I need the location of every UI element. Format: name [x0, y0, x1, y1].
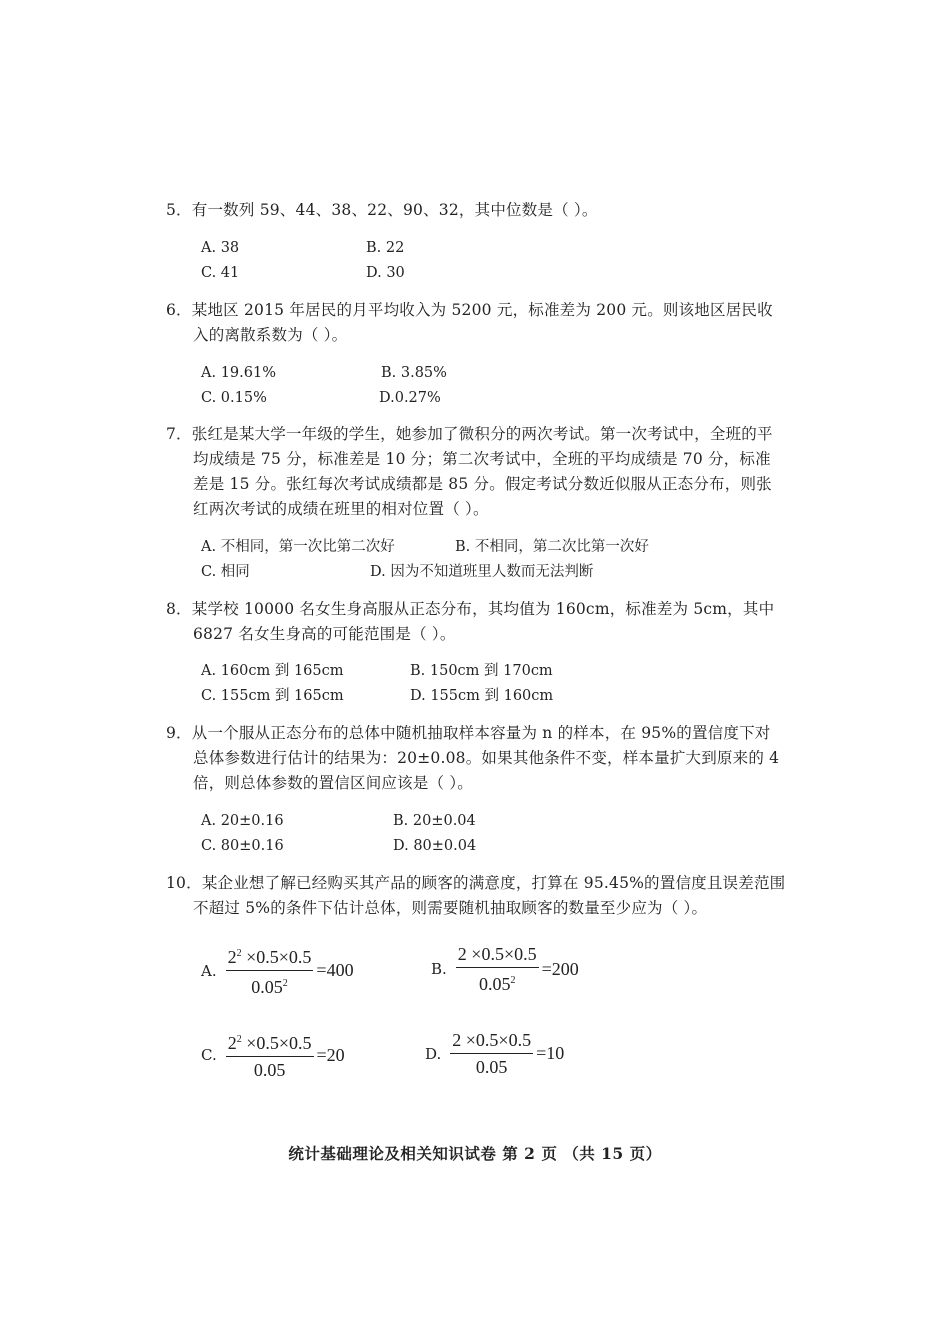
option-a: A. 38	[201, 240, 240, 256]
question-9	[166, 721, 786, 796]
option-c	[201, 1030, 345, 1080]
option-label: D.	[425, 1044, 442, 1063]
question-stem: 5．有一数列 59、44、38、22、90、32，其中位数是（ ）。	[166, 201, 598, 219]
numerator: $2^2 \times 0.5\times 0.5$	[226, 944, 314, 971]
option-c: C. 0.15%	[201, 390, 267, 406]
question-10	[166, 871, 786, 921]
option-d: D. 30	[366, 265, 405, 281]
option-a: A. 不相同，第一次比第二次好	[201, 539, 395, 555]
question-7	[166, 422, 786, 522]
option-c: C. 80±0.16	[201, 838, 284, 854]
option-label: B.	[431, 960, 447, 978]
question-stem: 10．某企业想了解已经购买其产品的顾客的满意度，打算在 95.45%的置信度且误差范围不超过 5%的条件下估计总体，则需要随机抽取顾客的数量至少应为（ ）。	[166, 874, 786, 917]
question-stem: 6．某地区 2015 年居民的月平均收入为 5200 元，标准差为 200 元。则该地区居民收入的离散系数为（ ）。	[166, 301, 773, 344]
question-stem: 8．某学校 10000 名女生身高服从正态分布，其均值为 160cm，标准差为 5cm，其中 6827 名女生身高的可能范围是（ ）。	[166, 600, 775, 643]
fraction	[456, 944, 539, 994]
numerator: 2 ×0.5×0.5	[456, 944, 539, 968]
question-8	[166, 597, 786, 647]
option-b: B. 不相同，第二次比第一次好	[455, 539, 649, 555]
option-b: B. 3.85%	[381, 365, 447, 381]
result: =10	[536, 1043, 565, 1063]
option-d: D. 80±0.04	[393, 838, 477, 854]
option-label: A.	[201, 961, 217, 980]
option-d: D.0.27%	[379, 390, 441, 406]
result: =400	[316, 960, 354, 980]
option-b	[431, 944, 579, 994]
fraction	[226, 1030, 314, 1080]
page-footer: 统计基础理论及相关知识试卷 第 2 页 （共 15 页）	[288, 1144, 662, 1163]
question-stem: 9．从一个服从正态分布的总体中随机抽取样本容量为 n 的样本，在 95%的置信度下对总体参数进行估计的结果为：20±0.08。如果其他条件不变，样本量扩大到原来的 4 倍，则总体参数的置信区间应该是（ ）。	[166, 724, 780, 792]
option-b: B. 22	[366, 240, 405, 256]
option-c: C. 155cm 到 165cm	[201, 688, 344, 704]
option-b: B. 20±0.04	[393, 813, 476, 829]
option-d: D. 因为不知道班里人数而无法判断	[370, 564, 594, 580]
option-a	[201, 944, 354, 997]
question-stem: 7．张红是某大学一年级的学生，她参加了微积分的两次考试。第一次考试中，全班的平均成绩是 75 分，标准差是 10 分；第二次考试中，全班的平均成绩是 70 分，标准差是 15 分。张红每次考试成绩都是 85 分。假定考试分数近似服从正态分布，则张红两次考试的成绩在班里的相对位置（ ）。	[166, 425, 773, 518]
option-c: C. 41	[201, 265, 240, 281]
option-d	[425, 1030, 564, 1077]
question-6	[166, 298, 786, 348]
result: =200	[541, 958, 579, 979]
option-label: C.	[201, 1046, 217, 1064]
fraction	[226, 944, 314, 997]
denominator: 0.05	[253, 1060, 286, 1080]
option-a: A. 160cm 到 165cm	[201, 663, 344, 679]
option-c: C. 相同	[201, 564, 250, 580]
denominator: 0.05	[475, 1057, 508, 1077]
numerator: $2^2 \times 0.5\times 0.5$	[226, 1030, 314, 1057]
option-d: D. 155cm 到 160cm	[410, 688, 554, 704]
question-5	[166, 198, 786, 223]
option-a: A. 19.61%	[201, 365, 276, 381]
numerator: 2 ×0.5×0.5	[450, 1030, 533, 1054]
denominator: 0.05$^2$	[478, 974, 516, 994]
fraction	[450, 1030, 533, 1077]
result: =20	[316, 1044, 345, 1065]
option-a: A. 20±0.16	[201, 813, 284, 829]
denominator: 0.05$^2$	[251, 977, 288, 997]
option-b: B. 150cm 到 170cm	[410, 663, 553, 679]
